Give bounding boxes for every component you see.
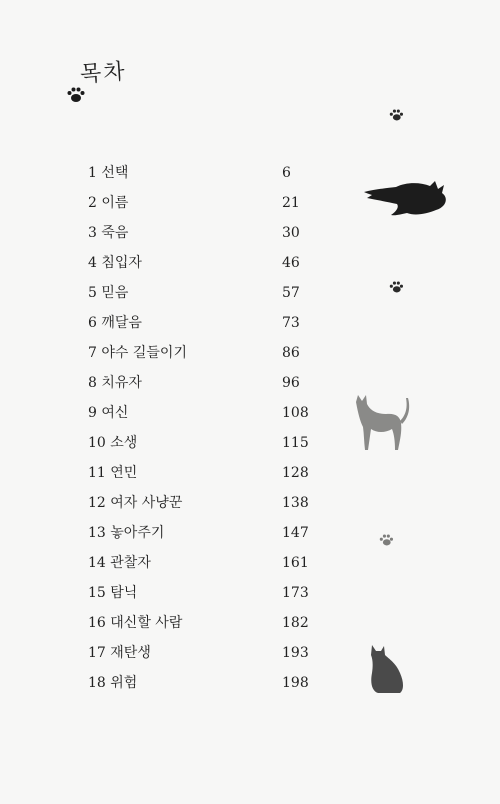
paw-icon xyxy=(388,280,404,294)
chapter-label: 8 치유자 xyxy=(88,375,142,391)
paw-icon xyxy=(388,108,404,122)
chapter-label: 11 연민 xyxy=(88,465,138,481)
chapter-page-number: 86 xyxy=(282,345,300,361)
chapter-label: 1 선택 xyxy=(88,165,129,181)
table-of-contents xyxy=(88,163,318,703)
toc-row[interactable] xyxy=(88,313,318,343)
paw-icon xyxy=(378,533,394,547)
toc-row[interactable] xyxy=(88,673,318,703)
chapter-page-number: 115 xyxy=(282,435,309,451)
chapter-page-number: 193 xyxy=(282,645,309,661)
toc-row[interactable] xyxy=(88,253,318,283)
chapter-page-number: 173 xyxy=(282,585,309,601)
chapter-label: 2 이름 xyxy=(88,195,129,211)
toc-row[interactable] xyxy=(88,373,318,403)
toc-row[interactable] xyxy=(88,583,318,613)
toc-row[interactable] xyxy=(88,463,318,493)
lying-cat-icon xyxy=(362,178,450,220)
chapter-label: 12 여자 사냥꾼 xyxy=(88,495,183,511)
chapter-page-number: 108 xyxy=(282,405,309,421)
standing-cat-icon xyxy=(352,394,412,454)
chapter-page-number: 147 xyxy=(282,525,309,541)
toc-row[interactable] xyxy=(88,613,318,643)
chapter-label: 14 관찰자 xyxy=(88,555,151,571)
chapter-label: 9 여신 xyxy=(88,405,129,421)
chapter-label: 7 야수 길들이기 xyxy=(88,345,187,361)
chapter-page-number: 57 xyxy=(282,285,300,301)
chapter-label: 4 침입자 xyxy=(88,255,142,271)
chapter-page-number: 128 xyxy=(282,465,309,481)
chapter-label: 17 재탄생 xyxy=(88,645,151,661)
chapter-page-number: 161 xyxy=(282,555,309,571)
toc-row[interactable] xyxy=(88,163,318,193)
chapter-page-number: 96 xyxy=(282,375,300,391)
chapter-page-number: 46 xyxy=(282,255,300,271)
toc-row[interactable] xyxy=(88,553,318,583)
chapter-page-number: 182 xyxy=(282,615,309,631)
toc-heading xyxy=(66,56,146,108)
chapter-page-number: 30 xyxy=(282,225,300,241)
chapter-label: 16 대신할 사람 xyxy=(88,615,183,631)
toc-row[interactable] xyxy=(88,193,318,223)
toc-row[interactable] xyxy=(88,223,318,253)
paw-icon xyxy=(66,86,86,104)
chapter-label: 5 믿음 xyxy=(88,285,129,301)
toc-row[interactable] xyxy=(88,343,318,373)
chapter-label: 15 탐닉 xyxy=(88,585,138,601)
chapter-label: 6 깨달음 xyxy=(88,315,142,331)
sitting-cat-icon xyxy=(366,643,408,695)
chapter-label: 3 죽음 xyxy=(88,225,129,241)
chapter-label: 18 위험 xyxy=(88,675,138,691)
chapter-page-number: 138 xyxy=(282,495,309,511)
chapter-page-number: 73 xyxy=(282,315,300,331)
toc-row[interactable] xyxy=(88,433,318,463)
toc-row[interactable] xyxy=(88,283,318,313)
chapter-label: 10 소생 xyxy=(88,435,138,451)
chapter-page-number: 198 xyxy=(282,675,309,691)
chapter-label: 13 놓아주기 xyxy=(88,525,165,541)
chapter-page-number: 6 xyxy=(282,165,291,181)
chapter-page-number: 21 xyxy=(282,195,300,211)
toc-row[interactable] xyxy=(88,523,318,553)
toc-row[interactable] xyxy=(88,643,318,673)
page-title: 목차 xyxy=(79,59,128,88)
toc-row[interactable] xyxy=(88,493,318,523)
toc-row[interactable] xyxy=(88,403,318,433)
